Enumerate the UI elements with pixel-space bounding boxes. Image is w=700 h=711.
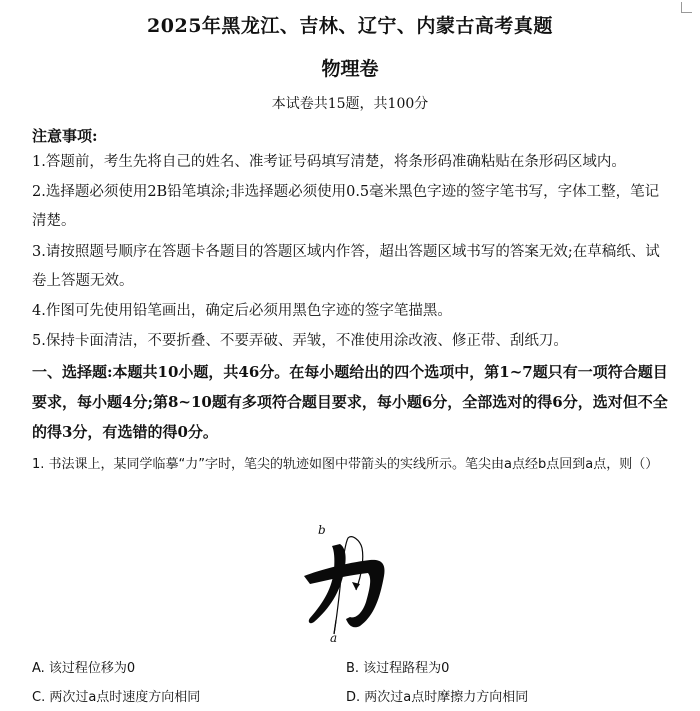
note-item-5: 5.保持卡面清洁，不要折叠、不要弄破、弄皱，不准使用涂改液、修正带、刮纸刀。 bbox=[32, 333, 568, 349]
point-a-label: a bbox=[330, 631, 338, 643]
option-d: D. 两次过a点时摩擦力方向相同 bbox=[346, 690, 529, 705]
point-b-label: b bbox=[318, 523, 326, 537]
question-1-stem: 1. 书法课上，某同学临摹“力”字时，笔尖的轨迹如图中带箭头的实线所示。笔尖由a点经b点回到a点，则（） bbox=[32, 457, 659, 472]
exam-meta: 本试卷共15题，共100分 bbox=[271, 96, 429, 112]
notes-heading: 注意事项: bbox=[32, 127, 98, 145]
section-instructions: 一、选择题:本题共10小题，共46分。在每小题给出的四个选项中，第1~7题只有一项符合题目要求，每小题4分;第8~10题有多项符合题目要求，每小题6分，全部选对的得6分，选对但不全的得3分，有选错的得0分。 bbox=[32, 363, 668, 441]
note-item-1: 1.答题前，考生先将自己的姓名、准考证号码填写清楚，将条形码准确粘贴在条形码区域内。 bbox=[32, 154, 626, 170]
exam-title: 2025年黑龙江、吉林、辽宁、内蒙古高考真题 bbox=[147, 15, 553, 37]
brush-stroke-diagram bbox=[290, 518, 400, 643]
exam-subtitle: 物理卷 bbox=[321, 58, 379, 80]
option-b: B. 该过程路程为0 bbox=[346, 661, 450, 676]
calligraphy-figure bbox=[290, 518, 400, 643]
note-item-3: 3.请按照题号顺序在答题卡各题目的答题区域内作答，超出答题区域书写的答案无效;在草稿纸、试卷上答题无效。 bbox=[32, 244, 660, 289]
option-a: A. 该过程位移为0 bbox=[32, 661, 136, 676]
note-item-4: 4.作图可先使用铅笔画出，确定后必须用黑色字迹的签字笔描黑。 bbox=[32, 303, 452, 319]
option-c: C. 两次过a点时速度方向相同 bbox=[32, 690, 201, 705]
note-item-2: 2.选择题必须使用2B铅笔填涂;非选择题必须使用0.5毫米黑色字迹的签字笔书写，字体工整，笔记清楚。 bbox=[32, 184, 660, 229]
